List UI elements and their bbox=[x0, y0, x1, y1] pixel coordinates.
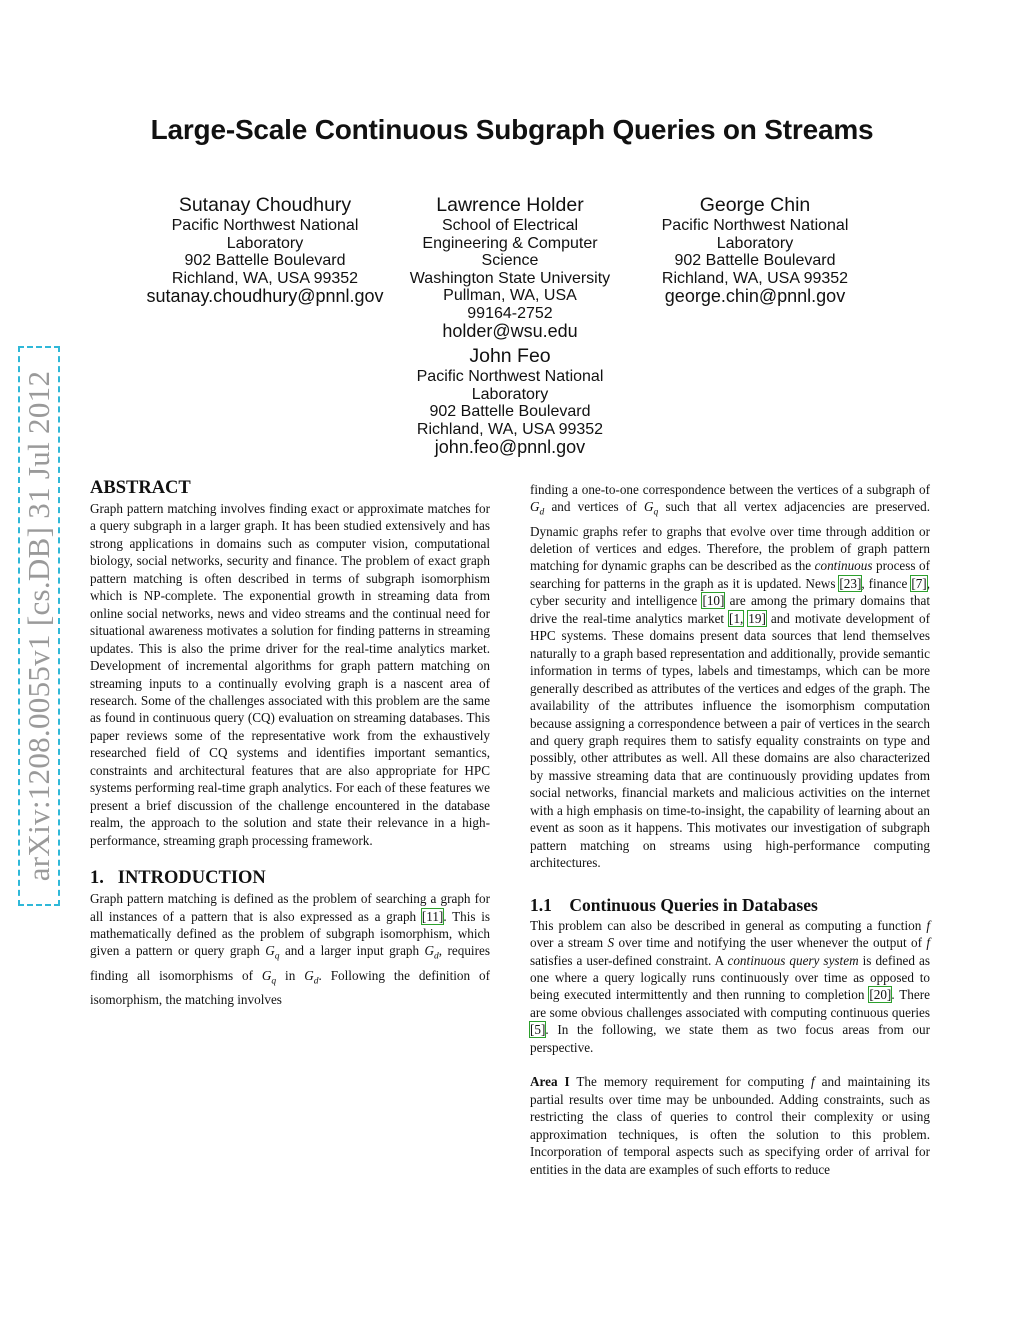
introduction-paragraph bbox=[90, 890, 490, 1008]
right-paragraph-3 bbox=[530, 1073, 930, 1178]
author-affiliation-line: Science bbox=[481, 252, 539, 269]
citation-link[interactable]: [7] bbox=[911, 575, 927, 591]
text-run: process of searching for patterns in the graph as it is updated. News bbox=[530, 558, 930, 591]
math-var: $G_q$ bbox=[265, 943, 280, 963]
citation-link[interactable]: [20] bbox=[869, 987, 892, 1003]
text-run: is defined as one where a query logically runs continuously over time as opposed to being executed intermittently and then running to completion bbox=[530, 952, 931, 1003]
author-affiliation-line: Pullman, WA, USA bbox=[443, 287, 577, 304]
citation-link[interactable]: [1, bbox=[729, 610, 744, 626]
citation-link[interactable]: [11] bbox=[421, 908, 444, 924]
right-column bbox=[530, 481, 930, 1178]
author-email[interactable]: holder@wsu.edu bbox=[442, 321, 578, 341]
text-run: The memory requirement for computing bbox=[569, 1074, 812, 1090]
author-affiliation-line: Laboratory bbox=[226, 234, 304, 252]
author-name: John Feo bbox=[469, 345, 551, 367]
math-var: $G_d$ bbox=[304, 967, 319, 987]
math-subscript: d bbox=[434, 952, 439, 963]
right-paragraph-1 bbox=[530, 481, 930, 872]
citation-link[interactable]: [23] bbox=[839, 575, 862, 591]
text-run: in bbox=[276, 967, 305, 983]
author-name: Lawrence Holder bbox=[436, 194, 584, 216]
math-var: $G_q$ bbox=[261, 967, 277, 987]
text-run: over a stream bbox=[530, 935, 608, 951]
text-run: This problem can also be described in general as computing a function bbox=[530, 917, 927, 933]
author-affiliation-line: Pacific Northwest National bbox=[416, 368, 604, 385]
author-email[interactable]: john.feo@pnnl.gov bbox=[434, 437, 586, 457]
math-var: $G_q$ bbox=[644, 499, 659, 519]
text-run: are among the primary domains that drive the real-time analytics market bbox=[530, 593, 930, 626]
text-run: and maintaining its partial results over time may be unbounded. Adding constraints, such as restricting the class of queries to control their complexity or using approximation techniques, is often the solution to this problem. Incorporation of temporal aspects such as specifying order of arrival for entities in the data are examples of such efforts to reduce bbox=[530, 1074, 931, 1177]
introduction-heading: 1. INTRODUCTION bbox=[90, 868, 266, 889]
text-run: . There are some obvious challenges associated with computing continuous queries bbox=[530, 987, 930, 1020]
text-run: , cyber security and intelligence bbox=[530, 575, 930, 609]
author-affiliation-line: Laboratory bbox=[471, 385, 549, 403]
arxiv-stamp-text: arXiv:1208.0055v1 [cs.DB] 31 Jul 2012 bbox=[21, 370, 56, 882]
text-run: satisfies a user-defined constraint. A bbox=[530, 952, 728, 968]
math-var: S bbox=[607, 935, 615, 951]
text-run: . Following the definition of isomorphism, the matching involves bbox=[90, 967, 490, 1007]
math-var: $G_d$ bbox=[530, 499, 545, 519]
author-affiliation-line: Richland, WA, USA 99352 bbox=[416, 420, 604, 438]
arxiv-stamp bbox=[18, 346, 60, 906]
math-var: f bbox=[926, 917, 930, 933]
text-run: such that all vertex adjacencies are preserved. Dynamic graphs refer to graphs that evolve over time through addition or deletion of vertices and edges. Therefore, the problem of graph pattern matching for dynamic graphs can be described as the bbox=[530, 499, 931, 574]
author-block-3 bbox=[630, 193, 880, 306]
author-block-4 bbox=[390, 344, 630, 457]
math-subscript: d bbox=[539, 508, 545, 519]
author-block-2 bbox=[390, 193, 630, 341]
author-name: Sutanay Choudhury bbox=[178, 194, 352, 216]
citation-link[interactable]: 19] bbox=[748, 610, 766, 626]
author-affiliation-line: School of Electrical bbox=[441, 217, 579, 234]
subsection-heading: 1.1 Continuous Queries in Databases bbox=[530, 894, 818, 915]
citation-link[interactable]: [10] bbox=[702, 593, 725, 609]
abstract-heading: ABSTRACT bbox=[90, 478, 191, 498]
paper-title: Large-Scale Continuous Subgraph Queries on Streams bbox=[150, 114, 874, 145]
text-run: finding a one-to-one correspondence between the vertices of a subgraph of bbox=[530, 482, 930, 497]
text-run: . In the following, we state them as two focus areas from our perspective. bbox=[530, 1022, 930, 1055]
author-affiliation-line: Washington State University bbox=[409, 269, 611, 287]
author-affiliation-line: 902 Battelle Boulevard bbox=[429, 403, 591, 420]
math-subscript: q bbox=[274, 952, 280, 963]
author-affiliation-line: 902 Battelle Boulevard bbox=[674, 252, 836, 269]
author-name: George Chin bbox=[699, 194, 811, 216]
author-affiliation-line: Pacific Northwest National bbox=[661, 217, 849, 234]
abstract-text: Graph pattern matching involves finding exact or approximate matches for a query subgraph in a larger graph. It has been studied extensively and has strong applications in domains such as computer vision, computational biology, social networks, security and finance. The problem of exact graph pattern matching is often described in terms of subgraph isomorphism which is NP-complete. The exponential growth in streaming data from online social networks, news and video streams and the continual need for situational awareness motivates a solution for finding patterns in streaming updates. This is also the prime driver for the real-time analytics market. Development of incremental algorithms for graph pattern matching on streaming inputs to a continually evolving graph is a nascent area of research. Some of the challenges associated with this problem are the same as found in continuous query (CQ) evaluation on streaming databases. This paper reviews some of the representative work from the exhaustively researched field of CQ systems and identifies important semantics, constraints and architectural features that are also appropriate for HPC systems performing real-time graph analytics. For each of these features we present a brief discussion of the challenge encountered in the database realm, the approach to the solution and state their relevance in a high-performance, streaming graph processing framework. bbox=[90, 501, 490, 848]
author-affiliation-line: Richland, WA, USA 99352 bbox=[661, 269, 849, 287]
text-run: over time and notifying the user whenever the output of bbox=[614, 935, 927, 951]
math-var: f bbox=[926, 935, 931, 951]
right-paragraph-2 bbox=[530, 917, 930, 1057]
math-subscript: q bbox=[653, 508, 659, 519]
text-run: and a larger input graph bbox=[279, 943, 425, 959]
citation-link[interactable]: [5] bbox=[530, 1022, 546, 1038]
math-subscript: q bbox=[271, 976, 277, 987]
text-run: . This is mathematically defined as the problem of subgraph isomorphism, which given a pattern or query graph bbox=[90, 908, 490, 959]
text-run: , requires finding all isomorphisms of bbox=[90, 943, 490, 983]
author-affiliation-line: Engineering & Computer bbox=[422, 234, 598, 252]
text-run: Graph pattern matching is defined as the problem of searching a graph for all instances of a pattern that is also expressed as a graph bbox=[90, 891, 490, 924]
author-affiliation-line: 99164-2752 bbox=[467, 304, 553, 322]
emphasis: continuous query system bbox=[727, 952, 859, 968]
left-column bbox=[90, 477, 490, 1008]
author-block-1 bbox=[140, 193, 390, 306]
author-email[interactable]: sutanay.choudhury@pnnl.gov bbox=[146, 286, 384, 306]
emphasis: continuous bbox=[814, 558, 873, 574]
text-run: , finance bbox=[861, 575, 912, 591]
math-var: $G_d$ bbox=[424, 943, 439, 963]
author-affiliation-line: Laboratory bbox=[716, 234, 794, 252]
math-var: f bbox=[811, 1074, 815, 1090]
text-run: and motivate development of HPC systems. These domains present data sources that lend themselves naturally to a graph based representation and additionally, provide semantic information in terms of types, labels and timestamps, which can be more generally described as attributes of the vertices and edges of the graph. The availability of the attributes influence the isomorphism computation because assigning a correspondence between a pair of vertices in the search and query graph requires them to satisfy equality constraints on type and possibly, other attributes as well. All these domains are also characterized by massive streaming data that are continuously providing updates from social networks, financial markets and malicious activities on the internet with a high emphasis on time-to-insight, the capability of learning about an event as soon as it happens. This motivates our investigation of subgraph pattern matching on streams using high-performance computing architectures. bbox=[530, 610, 930, 871]
author-affiliation-line: 902 Battelle Boulevard bbox=[184, 252, 346, 269]
text-run: and vertices of bbox=[544, 499, 645, 515]
author-affiliation-line: Pacific Northwest National bbox=[171, 217, 359, 234]
author-affiliation-line: Richland, WA, USA 99352 bbox=[171, 269, 359, 287]
math-subscript: d bbox=[313, 976, 319, 987]
author-email[interactable]: george.chin@pnnl.gov bbox=[664, 286, 846, 306]
area-label: Area I bbox=[530, 1074, 570, 1090]
